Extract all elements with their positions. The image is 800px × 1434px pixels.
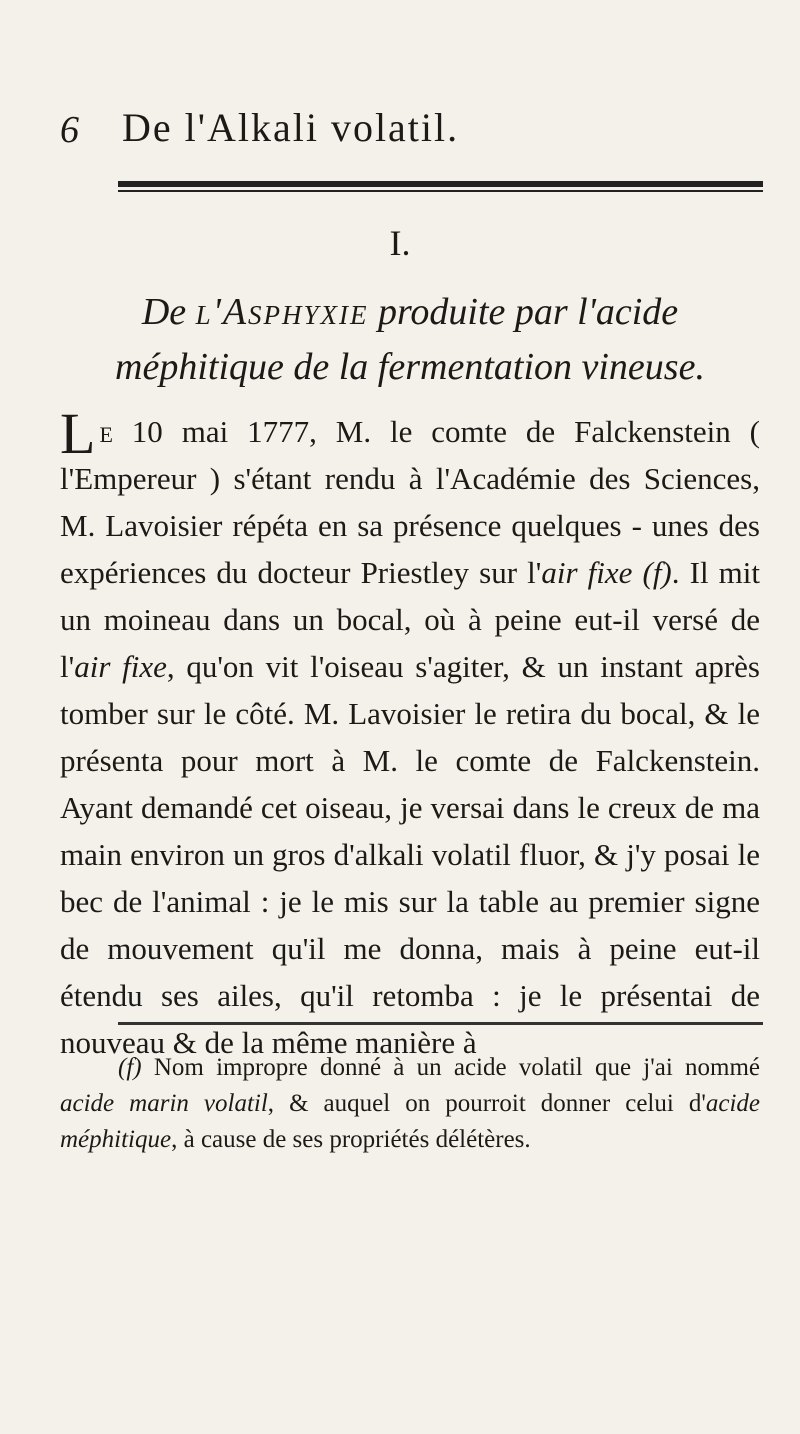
drop-capital: L	[60, 401, 96, 466]
page-number: 6	[60, 109, 79, 151]
thick-rule-line	[118, 181, 763, 187]
body-text-run: , qu'on vit l'oiseau s'agiter, & un instant après tomber sur le côté. M. Lavoisier le retira du bocal, & le présenta pour mort à M. le comte de Falckenstein. Ayant demandé cet oiseau, je versai dans le creux de ma main environ un gros d'alkali volatil fluor, & j'y posai le bec de l'animal : je le mis sur la table au premier signe de mouvement qu'il me donna, mais à peine eut-il étendu ses ailes, qu'il retomba : je le présentai de nouveau & de la même manière à	[60, 649, 760, 1060]
small-caps-letter: e	[99, 414, 113, 449]
section-number: I.	[389, 223, 411, 263]
footnote-italic-term: acide marin volatil	[60, 1090, 268, 1117]
footnote-reference: (f)	[642, 555, 672, 590]
footnote-italic-term: acide méphitique	[60, 1090, 760, 1153]
footnote	[60, 1050, 760, 1158]
heading-word-de: De	[141, 291, 187, 333]
running-head	[60, 100, 760, 156]
footnote-text-run: , & auquel on pourroit donner celui d'	[267, 1090, 706, 1117]
italic-air-fixe: air fixe	[541, 555, 633, 590]
running-title: De l'Alkali volatil.	[122, 105, 460, 150]
italic-air-fixe: air fixe	[74, 649, 167, 684]
heading-rest: produite par l'acide méphitique de la fermentation vineuse.	[115, 291, 705, 388]
header-double-rule	[118, 181, 763, 193]
body-text-run: 10 mai 1777, M. le comte de Falckenstein ( l'Empereur ) s'étant rendu à l'Académie des Sciences, M. Lavoisier répéta en sa présence quelques - unes des expériences du docteur Priestley sur l'	[60, 414, 760, 590]
heading-word-asphyxie: l'Asphyxie	[195, 291, 369, 333]
footnote-marker: (f)	[118, 1054, 142, 1081]
footnote-text-run: , à cause de ses propriétés délétères.	[171, 1126, 531, 1153]
thin-rule-line	[118, 190, 763, 192]
body-paragraph	[60, 401, 761, 1066]
body-text-run	[632, 555, 642, 590]
body-text-run: . Il mit un moineau dans un bocal, où à peine eut-il versé de l'	[60, 555, 761, 684]
footnote-text-run: Nom impropre donné à un acide volatil que j'ai nommé	[141, 1054, 760, 1081]
footnote-rule	[118, 1022, 763, 1025]
chapter-heading	[60, 285, 760, 395]
